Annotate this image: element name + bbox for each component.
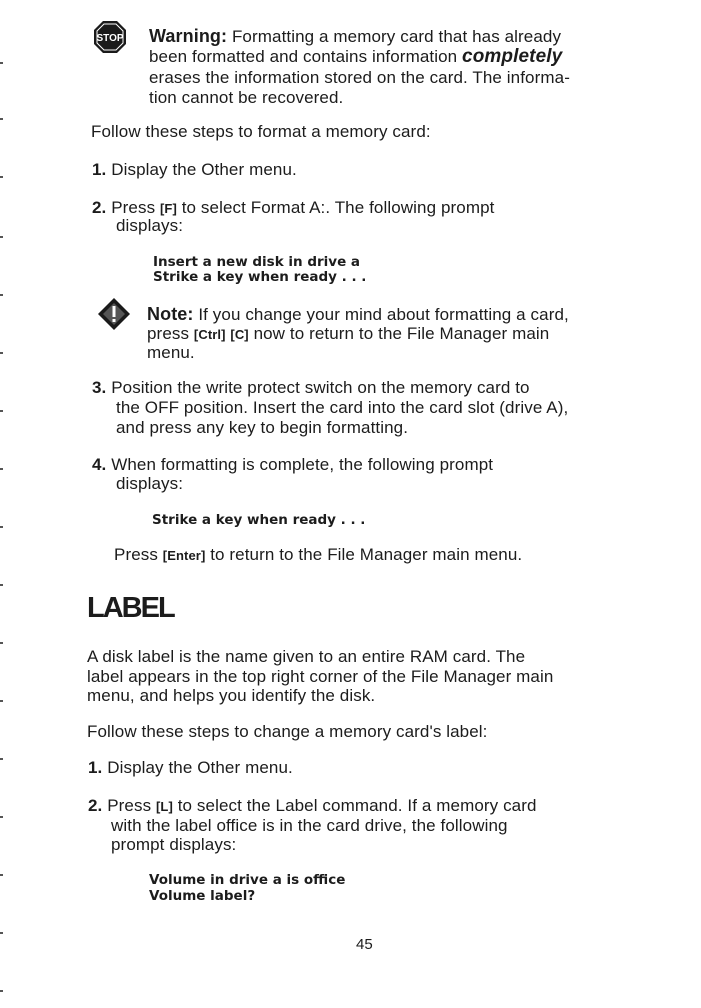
scan-mark	[0, 700, 3, 702]
scan-mark	[0, 932, 3, 934]
key-l: [L]	[156, 799, 173, 814]
note-line-1: Note: If you change your mind about formatting a card,	[147, 304, 569, 324]
scan-mark	[0, 758, 3, 760]
scan-mark	[0, 176, 3, 178]
scan-mark	[0, 236, 3, 238]
scan-mark	[0, 990, 3, 992]
label-step-2: 2. Press [L] to select the Label command. If a memory card	[88, 796, 537, 815]
scan-mark	[0, 816, 3, 818]
key-f: [F]	[160, 201, 177, 216]
scan-mark	[0, 62, 3, 64]
scan-mark	[0, 526, 3, 528]
prompt-strike-key-2: Strike a key when ready . . .	[152, 512, 366, 528]
format-step-4-cont: displays:	[116, 474, 184, 493]
scan-mark	[0, 642, 3, 644]
scan-mark	[0, 118, 3, 120]
warning-line-2: been formatted and contains information completely	[149, 46, 563, 67]
scan-mark	[0, 584, 3, 586]
key-c: [C]	[230, 327, 249, 342]
stop-sign-icon	[93, 20, 127, 59]
scan-mark	[0, 468, 3, 470]
scan-mark	[0, 294, 3, 296]
format-step-3: 3. Position the write protect switch on the memory card to	[92, 378, 530, 397]
label-intro-line-2: label appears in the top right corner of the File Manager main	[87, 667, 554, 686]
format-step-4: 4. When formatting is complete, the following prompt	[92, 455, 494, 474]
prompt-insert-disk: Insert a new disk in drive a	[153, 254, 361, 270]
key-ctrl: [Ctrl]	[193, 327, 226, 342]
format-step-2: 2. Press [F] to select Format A:. The following prompt	[92, 198, 495, 217]
label-intro-line-1: A disk label is the name given to an entire RAM card. The	[87, 647, 526, 666]
emphasis-completely: completely	[462, 46, 563, 67]
warning-line-1: Warning: Formatting a memory card that has already	[149, 26, 562, 46]
label-step-1: 1. Display the Other menu.	[88, 758, 293, 777]
format-intro: Follow these steps to format a memory card:	[91, 122, 431, 141]
label-step-2-line-3: prompt displays:	[111, 835, 237, 854]
press-enter-line: Press [Enter] to return to the File Manager main menu.	[114, 545, 523, 564]
note-line-2: press [Ctrl] [C] now to return to the File Manager main	[147, 324, 550, 343]
stop-sign-text: STOP	[96, 33, 124, 44]
warning-line-4: tion cannot be recovered.	[149, 88, 344, 107]
scan-mark	[0, 352, 3, 354]
diamond-note-icon	[97, 297, 131, 336]
page-number: 45	[356, 936, 373, 953]
scan-mark	[0, 874, 3, 876]
section-title-label: LABEL	[87, 592, 174, 624]
format-step-2-cont: displays:	[116, 216, 184, 235]
key-enter: [Enter]	[162, 548, 206, 563]
warning-line-3: erases the information stored on the card. The informa-	[149, 68, 570, 87]
note-line-3: menu.	[147, 343, 195, 362]
prompt-volume-label: Volume label?	[149, 888, 256, 904]
format-step-3-line-2: the OFF position. Insert the card into the card slot (drive A),	[116, 398, 569, 417]
prompt-volume-in-drive: Volume in drive a is office	[149, 872, 346, 888]
label-step-2-line-2: with the label office is in the card drive, the following	[111, 816, 508, 835]
format-step-1: 1. Display the Other menu.	[92, 160, 297, 179]
label-steps-intro: Follow these steps to change a memory card's label:	[87, 722, 488, 741]
format-step-3-line-3: and press any key to begin formatting.	[116, 418, 409, 437]
label-intro-line-3: menu, and helps you identify the disk.	[87, 686, 376, 705]
scan-mark	[0, 410, 3, 412]
prompt-strike-key: Strike a key when ready . . .	[153, 269, 367, 285]
